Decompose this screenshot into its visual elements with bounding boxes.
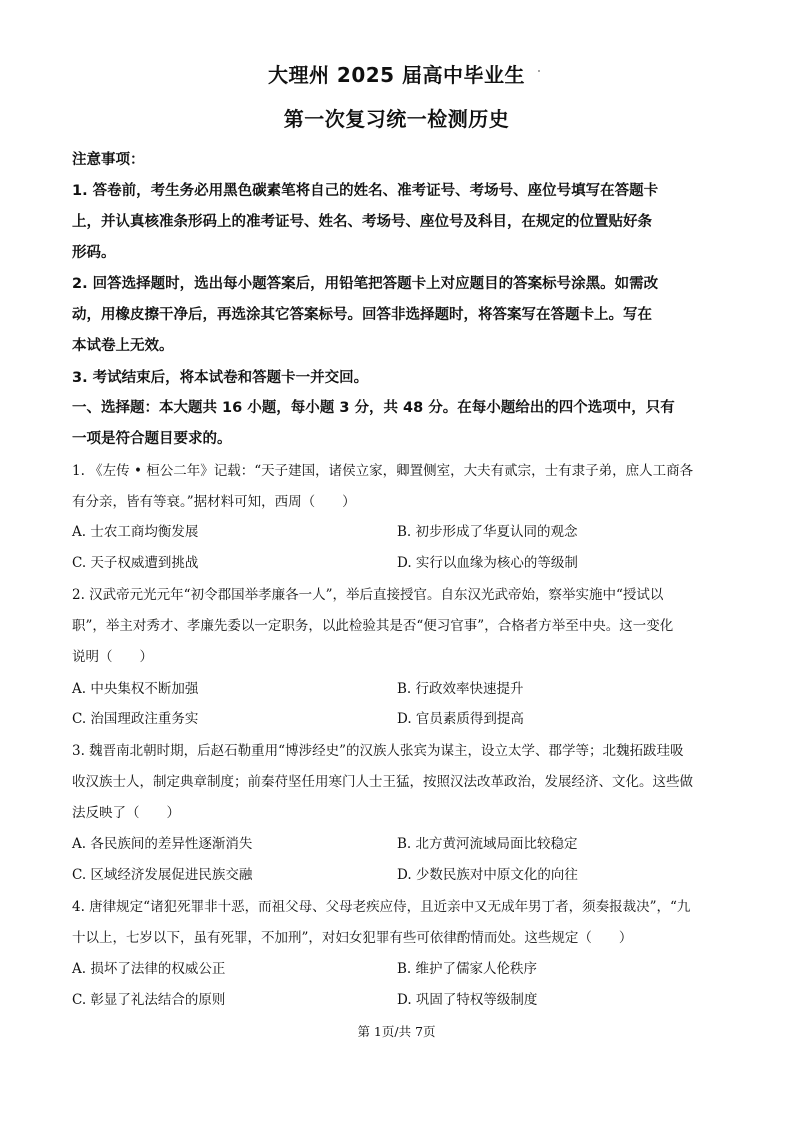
section-heading: 一、选择题：本大题共 16 小题，每小题 3 分，共 48 分。在每小题给出的四个选项中，只有 [72, 400, 675, 416]
question-3-option-a: A. 各民族间的差异性逐渐消失 [72, 836, 253, 852]
question-4-stem: 十以上，七岁以下，虽有死罪，不加刑”，对妇女犯罪有些可依律酌情而处。这些规定（ ） [72, 930, 633, 946]
question-1-option-b: B. 初步形成了华夏认同的观念 [397, 524, 578, 540]
question-2-option-d: D. 官员素质得到提高 [397, 711, 524, 727]
question-4-option-d: D. 巩固了特权等级制度 [397, 992, 538, 1008]
question-1-stem: 有分亲，皆有等衰。”据材料可知，西周（ ） [72, 494, 356, 510]
question-1-stem: 1. 《左传 • 桓公二年》记载：“天子建国，诸侯立家，卿置侧室，大夫有贰宗，士有隶子弟，庶人工商各 [72, 463, 694, 479]
question-3-option-c: C. 区域经济发展促进民族交融 [72, 867, 253, 883]
question-1-option-d: D. 实行以血缘为核心的等级制 [397, 555, 578, 571]
notice-line: 2. 回答选择题时，选出每小题答案后，用铅笔把答题卡上对应题目的答案标号涂黑。如需改 [72, 276, 659, 292]
question-4-option-c: C. 彰显了礼法结合的原则 [72, 992, 226, 1008]
question-2-stem: 职”，举主对秀才、孝廉先委以一定职务，以此检验其是否“便习官事”，合格者方举至中央。这一变化 [72, 618, 674, 634]
page-number: 第 1页/共 7页 [357, 1024, 436, 1039]
notice-line: 上，并认真核准条形码上的准考证号、姓名、考场号、座位号及科目，在规定的位置贴好条 [72, 214, 652, 230]
question-1-option-c: C. 天子权威遭到挑战 [72, 555, 199, 571]
question-4-stem: 4. 唐律规定“诸犯死罪非十恶，而祖父母、父母老疾应侍，且近亲中又无成年男丁者，须奏报裁决”，“九 [72, 899, 691, 915]
question-2-stem: 说明（ ） [72, 649, 153, 665]
question-2-stem: 2. 汉武帝元光元年“初令郡国举孝廉各一人”，举后直接授官。自东汉光武帝始，察举实施中“授试以 [72, 587, 664, 603]
question-3-stem: 法反映了（ ） [72, 805, 180, 821]
notice-heading: 注意事项： [72, 152, 145, 168]
section-heading: 一项是符合题目要求的。 [72, 431, 232, 447]
notice-line: 本试卷上无效。 [72, 338, 174, 354]
question-3-stem: 收汉族士人，制定典章制度；前秦苻坚任用寒门人士王猛，按照汉法改革政治，发展经济、文化。这些做 [72, 774, 693, 790]
question-3-stem: 3. 魏晋南北朝时期，后赵石勒重用“博涉经史”的汉族人张宾为谋主，设立太学、郡学等；北魏拓跋珪吸 [72, 743, 684, 759]
question-4-option-b: B. 维护了儒家人伦秩序 [397, 961, 538, 977]
question-2-option-a: A. 中央集权不断加强 [72, 681, 199, 697]
title-line-1: 大理州 2025 届高中毕业生 [267, 63, 526, 87]
question-2-option-c: C. 治国理政注重务实 [72, 711, 199, 727]
notice-line: 1. 答卷前，考生务必用黑色碳素笔将自己的姓名、准考证号、考场号、座位号填写在答题卡 [72, 183, 659, 199]
question-4-option-a: A. 损坏了法律的权威公正 [72, 961, 226, 977]
question-3-option-b: B. 北方黄河流域局面比较稳定 [397, 836, 578, 852]
question-3-option-d: D. 少数民族对中原文化的向往 [397, 867, 578, 883]
notice-line: 动，用橡皮擦干净后，再选涂其它答案标号。回答非选择题时，将答案写在答题卡上。写在 [72, 307, 652, 323]
scan-speck [538, 70, 540, 72]
notice-line: 3. 考试结束后，将本试卷和答题卡一并交回。 [72, 370, 369, 386]
notice-line: 形码。 [72, 245, 116, 261]
question-1-option-a: A. 士农工商均衡发展 [72, 524, 199, 540]
question-2-option-b: B. 行政效率快速提升 [397, 681, 524, 697]
title-line-2: 第一次复习统一检测历史 [283, 107, 510, 131]
